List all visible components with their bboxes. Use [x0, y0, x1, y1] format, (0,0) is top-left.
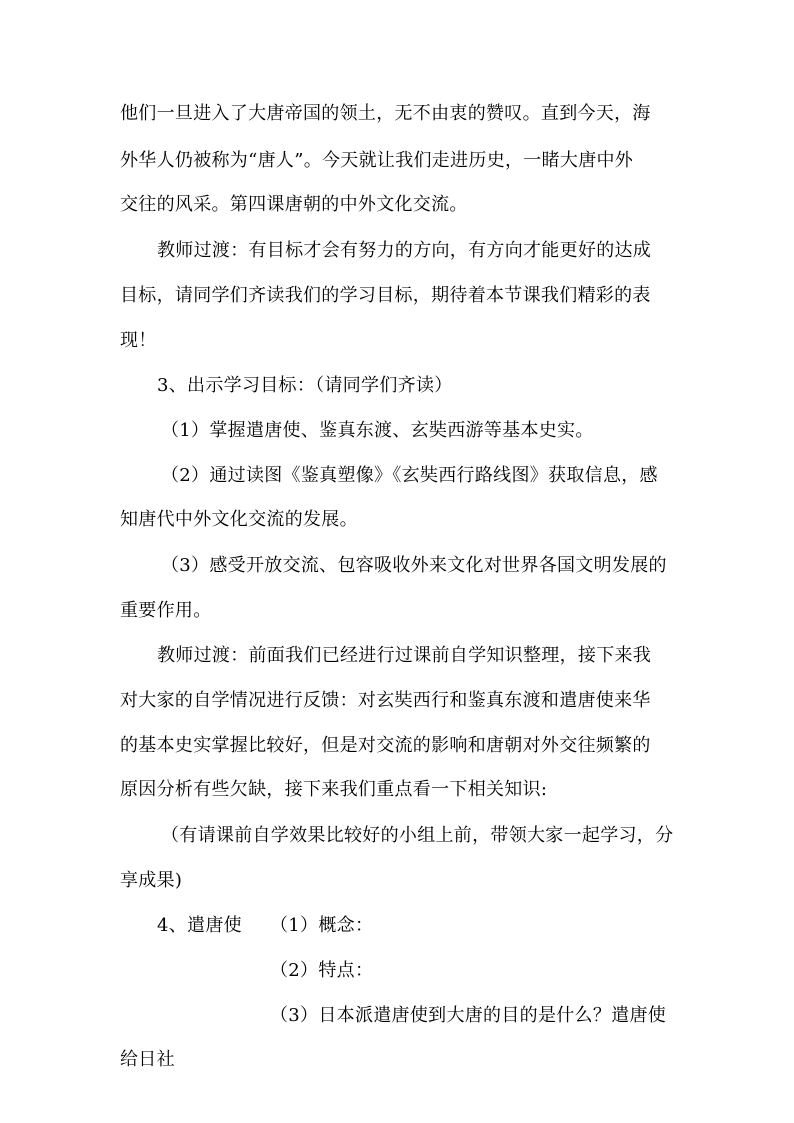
text-line: 原因分析有些欠缺，接下来我们重点看一下相关知识: [120, 779, 548, 800]
text-line: 现！ [120, 330, 157, 351]
text-line: （3）日本派遣唐使到大唐的目的是什么？遣唐使 [270, 1005, 667, 1026]
text-line: 给日社 [120, 1049, 175, 1070]
text-line: 外华人仍被称为“唐人”。今天就让我们走进历史，一睹大唐中外 [120, 150, 634, 171]
text-line: 教师过渡：前面我们已经进行过课前自学知识整理，接下来我 [157, 645, 652, 666]
text-line: 教师过渡：有目标才会有努力的方向，有方向才能更好的达成 [157, 240, 652, 261]
text-line: 享成果) [120, 870, 183, 891]
text-line: 对大家的自学情况进行反馈：对玄奘西行和鉴真东渡和遣唐使来华 [120, 690, 651, 711]
text-line: 3、出示学习目标：（请同学们齐读） [157, 375, 453, 396]
text-line: 知唐代中外文化交流的发展。 [120, 509, 358, 530]
text-line: 他们一旦进入了大唐帝国的领土，无不由衷的赞叹。直到今天，海 [120, 103, 651, 124]
text-line: 交往的风采。第四课唐朝的中外文化交流。 [120, 194, 468, 215]
text-line: （2）特点： [270, 960, 374, 981]
text-line: 重要作用。 [120, 600, 212, 621]
text-line: 的基本史实掌握比较好，但是对交流的影响和唐朝对外交往频繁的 [120, 735, 651, 756]
text-line: （3）感受开放交流、包容吸收外来文化对世界各国文明发展的 [161, 555, 667, 576]
text-line: 4、遣唐使 [157, 915, 242, 936]
text-line: （2）通过读图《鉴真塑像》《玄奘西行路线图》获取信息，感 [161, 465, 658, 486]
text-line: （有请课前自学效果比较好的小组上前，带领大家一起学习，分 [161, 825, 674, 846]
text-line: （1）掌握遣唐使、鉴真东渡、玄奘西游等基本史实。 [161, 420, 594, 441]
text-line: 目标，请同学们齐读我们的学习目标，期待着本节课我们精彩的表 [120, 285, 651, 306]
text-line: （1）概念： [270, 915, 374, 936]
